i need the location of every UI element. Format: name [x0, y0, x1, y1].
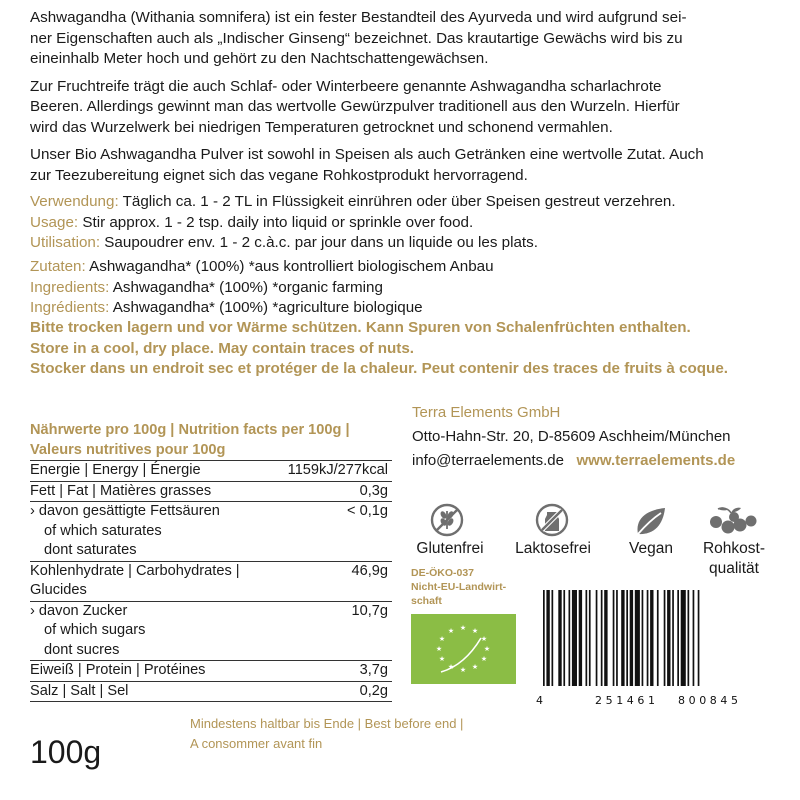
barcode-bar — [546, 590, 549, 686]
barcode-bar — [586, 590, 588, 686]
nutrient-name: Kohlenhydrate | Carbohydrates | — [30, 562, 240, 579]
barcode-bar — [572, 590, 577, 686]
barcode-bar — [642, 590, 644, 686]
barcode-bar — [552, 590, 554, 686]
description-paragraph-1 — [30, 8, 775, 70]
barcode-bar — [672, 590, 674, 686]
barcode-bar — [596, 590, 598, 686]
usage-text: Täglich ca. 1 - 2 TL in Flüssigkeit einrühren oder über Speisen gestreut verzehren. — [122, 193, 676, 210]
best-before-line: A consommer avant fin — [190, 736, 323, 751]
svg-text:★: ★ — [435, 645, 443, 653]
ingredients-label: Zutaten: — [30, 258, 86, 275]
barcode-bar — [616, 590, 618, 686]
nutrient-value: 0,2g — [359, 682, 388, 699]
text-line: Unser Bio Ashwagandha Pulver ist sowohl in Speisen als auch Getränken eine wertvolle Zutat. Auch — [30, 146, 704, 163]
nutrition-row — [30, 562, 392, 602]
nutrient-value: 46,9g — [351, 562, 388, 579]
company-info — [412, 401, 735, 473]
nutrition-title: Valeurs nutritives pour 100g — [30, 442, 226, 458]
nutrition-table — [30, 420, 392, 702]
ingredients-text: Ashwagandha* (100%) *aus kontrolliert biologischem Anbau — [89, 258, 494, 275]
barcode-bar — [688, 590, 690, 686]
barcode-bar — [667, 590, 670, 686]
barcode-bar — [569, 590, 571, 686]
ingredients-line-fr — [30, 298, 775, 319]
text-line: Ashwagandha (Withania somnifera) ist ein fester Bestandteil des Ayurveda und wird aufgrund sei- — [30, 9, 687, 26]
ingredients-label: Ingredients: — [30, 278, 110, 296]
usage-label: Verwendung: — [30, 193, 119, 210]
nutrient-name: › davon Zucker — [30, 602, 128, 619]
svg-text:★: ★ — [459, 666, 467, 674]
svg-text:★: ★ — [447, 627, 455, 635]
barcode-bar — [626, 590, 628, 686]
barcode-bar — [613, 590, 615, 686]
nutrition-title: Nährwerte pro 100g | Nutrition facts per 100g | — [30, 422, 350, 438]
svg-text:★: ★ — [471, 627, 479, 635]
nutrient-name: of which saturates — [44, 522, 162, 539]
nutrition-row — [30, 602, 392, 662]
storage-section — [30, 318, 775, 380]
nutrient-name: Fett | Fat | Matières grasses — [30, 482, 212, 499]
svg-text:★: ★ — [480, 635, 488, 643]
nutrient-value: 0,3g — [359, 482, 388, 499]
nutrient-name: dont sucres — [44, 641, 120, 658]
usage-line-en — [30, 213, 775, 234]
raw-berries-icon — [708, 505, 758, 537]
nutrient-name: Energie | Energy | Énergie — [30, 462, 201, 478]
nutrition-row — [30, 482, 392, 503]
text-line: Zur Fruchtreife trägt die auch Schlaf- oder Winterbeere genannte Ashwagandha scharlachrote — [30, 77, 662, 95]
company-website[interactable]: www.terraelements.de — [576, 452, 736, 469]
badge-label: Glutenfrei — [416, 540, 484, 557]
barcode-bar — [543, 590, 545, 686]
barcode-bar — [630, 590, 633, 686]
organic-control-code — [411, 566, 506, 608]
usage-line-fr — [30, 233, 775, 254]
usage-section — [30, 192, 775, 254]
vegan-leaf-icon — [631, 504, 671, 538]
barcode-bar — [601, 590, 603, 686]
barcode-bar — [693, 590, 695, 686]
usage-label: Utilisation: — [30, 234, 101, 251]
nutrition-row — [30, 682, 392, 703]
company-name: Terra Elements GmbH — [412, 404, 561, 421]
svg-text:★: ★ — [438, 635, 446, 643]
nutrient-name: of which sugars — [44, 622, 146, 638]
ingredients-line-en — [30, 278, 775, 299]
nutrient-name: Glucides — [30, 582, 87, 598]
storage-line: Bitte trocken lagern und vor Wärme schützen. Kann Spuren von Schalenfrüchten enthalten. — [30, 319, 691, 336]
code-line: DE-ÖKO-037 — [411, 567, 475, 579]
nutrient-name: › davon gesättigte Fettsäuren — [30, 503, 220, 519]
barcode-bar — [558, 590, 561, 686]
barcode-bar — [698, 590, 700, 686]
lactose-free-icon — [531, 502, 573, 538]
barcode-bar — [621, 590, 624, 686]
ingredients-text: Ashwagandha* (100%) *agriculture biologique — [112, 299, 423, 316]
barcode-bar — [677, 590, 679, 686]
svg-text:★: ★ — [483, 645, 491, 653]
best-before-line: Mindestens haltbar bis Ende | Best before end | — [190, 716, 464, 731]
description-paragraph-2 — [30, 77, 775, 139]
nutrition-row — [30, 460, 392, 482]
text-line: ner Eigenschaften auch als „Indischer Ginseng“ bezeichnet. Das krautartige Gewächs wird bis zu — [30, 29, 683, 47]
storage-line: Stocker dans un endroit sec et protéger de la chaleur. Peut contenir des traces de fruits à coque. — [30, 360, 728, 377]
storage-line: Store in a cool, dry place. May contain traces of nuts. — [30, 339, 415, 357]
badge-label — [694, 539, 774, 579]
nutrition-row — [30, 502, 392, 562]
company-address: Otto-Hahn-Str. 20, D-85609 Aschheim/München — [412, 428, 731, 445]
nutrient-name: Eiweiß | Protein | Protéines — [30, 662, 206, 678]
best-before — [190, 714, 463, 754]
barcode-digits: 251461 — [595, 694, 659, 707]
text-line: eineinhalb Meter hoch und gehört zu den Nachtschattengewächsen. — [30, 50, 489, 67]
description — [30, 8, 775, 186]
barcode-bar — [563, 590, 565, 686]
usage-label: Usage: — [30, 213, 79, 231]
company-contact — [412, 449, 735, 473]
ingredients-line-de — [30, 257, 775, 278]
nutrient-value: 10,7g — [351, 602, 388, 619]
svg-text:★: ★ — [480, 655, 488, 663]
eu-organic-leaf-logo — [411, 614, 516, 684]
badge-label-line: qualität — [709, 560, 759, 577]
badge-label: Laktosefrei — [515, 540, 591, 557]
nutrient-value: 1159kJ/277kcal — [287, 462, 388, 478]
nutrient-name: Salz | Salt | Sel — [30, 682, 129, 699]
gluten-free-icon — [426, 502, 468, 538]
description-paragraph-3 — [30, 145, 775, 186]
code-line: schaft — [411, 595, 442, 607]
nutrient-name: dont saturates — [44, 542, 137, 558]
ingredients-text: Ashwagandha* (100%) *organic farming — [112, 278, 383, 296]
usage-text: Stir approx. 1 - 2 tsp. daily into liquid or sprinkle over food. — [82, 213, 474, 231]
usage-text: Saupoudrer env. 1 - 2 c.à.c. par jour dans un liquide ou les plats. — [104, 234, 538, 251]
nutrient-value: < 0,1g — [347, 503, 388, 519]
barcode-bar — [657, 590, 659, 686]
text-line: wird das Wurzelwerk bei niedrigen Temperaturen getrocknet und schonend vermahlen. — [30, 118, 613, 136]
ingredients-label: Ingrédients: — [30, 299, 110, 316]
barcode-bar — [681, 590, 686, 686]
barcode-bar — [604, 590, 607, 686]
net-weight: 100g — [30, 734, 102, 770]
usage-line-de — [30, 192, 775, 213]
svg-text:★: ★ — [438, 655, 446, 663]
barcode — [533, 590, 773, 708]
barcode-digits: 800845 — [678, 694, 742, 707]
svg-text:★: ★ — [447, 663, 455, 671]
svg-text:★: ★ — [459, 624, 467, 632]
svg-text:★: ★ — [471, 663, 479, 671]
barcode-bar — [635, 590, 640, 686]
ingredients-section — [30, 257, 775, 319]
text-line: Beeren. Allerdings gewinnt man das wertvolle Gewürzpulver traditionell aus den Wurzeln. Hierfür — [30, 98, 680, 115]
barcode-bar — [647, 590, 649, 686]
code-line: Nicht-EU-Landwirt- — [411, 581, 507, 593]
badge-label: Vegan — [629, 540, 673, 557]
nutrient-value: 3,7g — [359, 662, 388, 678]
barcode-bar — [650, 590, 653, 686]
badge-label-line: Rohkost- — [702, 540, 766, 557]
barcode-bar — [579, 590, 582, 686]
barcode-bar — [664, 590, 666, 686]
text-line: zur Teezubereitung eignet sich das vegane Rohkostprodukt hervorragend. — [30, 166, 528, 184]
company-email[interactable]: info@terraelements.de — [412, 452, 564, 469]
barcode-bar — [589, 590, 591, 686]
barcode-digits: 4 — [536, 694, 547, 707]
nutrition-row — [30, 661, 392, 682]
